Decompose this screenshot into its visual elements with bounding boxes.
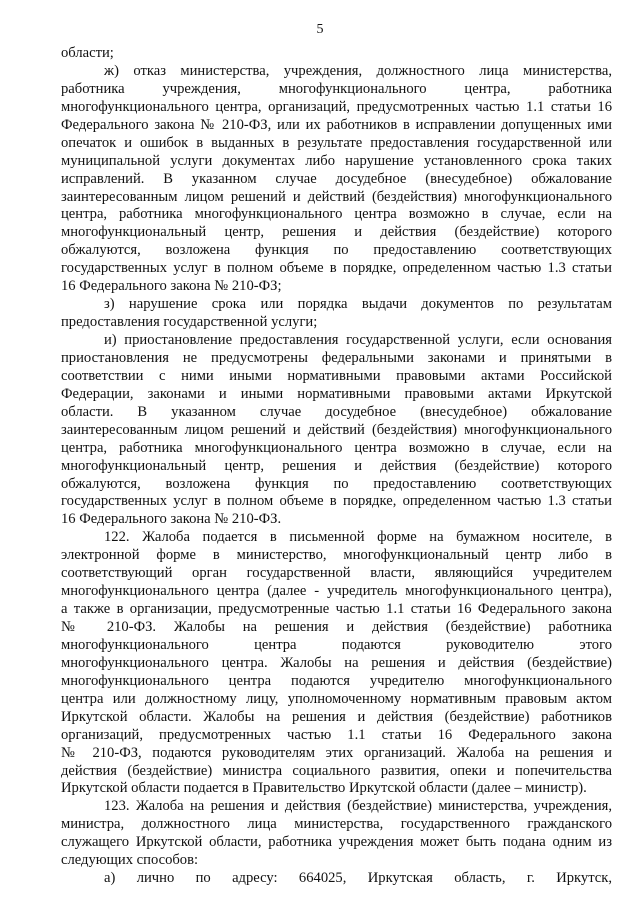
text-line: исправлений. В указанном случае досудебное (внесудебное) обжалование — [61, 170, 612, 187]
text-line: муниципальной услуги документах либо нарушение установленного срока таких — [61, 152, 612, 169]
text-line: а также в организации, предусмотренные частью 1.1 статьи 16 Федерального закона — [61, 601, 612, 618]
text-line: 122. Жалоба подается в письменной форме на бумажном носителе, в — [104, 529, 612, 546]
text-line: предоставления государственной услуги; — [61, 314, 318, 331]
text-line: заинтересованным лицом решений и действий (бездействия) многофункционального — [61, 188, 612, 205]
text-line: Иркутской области подается в Правительство Иркутской области (далее – министр). — [61, 780, 587, 797]
text-line: соответствующий орган государственной власти, являющийся учредителем — [61, 565, 612, 582]
text-line: центра, работника многофункционального центра возможно в случае, если на — [61, 206, 612, 223]
text-line: многофункционального центра подаются руководителю этого — [61, 636, 612, 653]
text-line: № 210-ФЗ, подаются руководителям этих организаций. Жалоба на решения и — [61, 744, 612, 761]
text-line: № 210-ФЗ. Жалобы на решения и действия (бездействие) работника — [61, 619, 612, 635]
text-line: государственных услуг в полном объеме в порядке, определенном частью 1.3 статьи — [61, 260, 612, 277]
text-line: многофункционального центра, организаций, предусмотренных частью 1.1 статьи 16 — [61, 98, 612, 115]
text-line: соответствии с ними иными нормативными правовыми актами Российской — [61, 367, 612, 384]
text-line: области; — [61, 45, 114, 61]
text-line: электронной форме в министерство, многофункциональный центр либо в — [61, 547, 612, 564]
text-line: 16 Федерального закона № 210-ФЗ; — [61, 278, 282, 295]
text-line: министра, должностного лица министерства, государственного гражданского — [61, 816, 612, 833]
text-line: следующих способов: — [61, 852, 199, 869]
page-number: 5 — [316, 22, 324, 37]
text-line: Федерации, законами и иными нормативными правовыми актами Иркутской — [61, 385, 612, 402]
text-line: центра, работника многофункционального центра возможно в случае, если на — [61, 439, 612, 456]
text-line: а) лично по адресу: 664025, Иркутская область, г. Иркутск, — [104, 870, 612, 887]
text-line: Федерального закона № 210-ФЗ, или их работников в исправлении допущенных ими — [61, 116, 612, 133]
text-line: приостановления не предусмотрены федеральными законами и принятыми в — [61, 349, 612, 366]
text-line: ж) отказ министерства, учреждения, должностного лица министерства, — [104, 62, 612, 79]
text-line: многофункционального центра (далее - учредитель многофункционального центра), — [61, 583, 612, 600]
text-line: обжалуются, возложена функция по предоставлению соответствующих — [61, 475, 612, 492]
text-line: работника учреждения, многофункционального центра, работника — [61, 80, 612, 97]
text-line: действия (бездействие) министра социального развития, опеки и попечительства — [61, 762, 612, 779]
text-line: 123. Жалоба на решения и действия (бездействие) министерства, учреждения, — [104, 798, 612, 815]
text-line: Иркутской области. Жалобы на решения и действия (бездействие) работников — [61, 708, 612, 725]
document-body-text — [61, 45, 612, 888]
text-line: обжалуются, возложена функция по предоставлению соответствующих — [61, 242, 612, 259]
text-line: многофункциональный центр, решения и действия (бездействие) которого — [61, 224, 612, 241]
text-line: центра или должностному лицу, уполномоченному нормативным правовым актом — [61, 690, 612, 707]
text-line: опечаток и ошибок в выданных в результате предоставления государственной или — [61, 134, 612, 151]
text-line: заинтересованным лицом решений и действий (бездействия) многофункционального — [61, 421, 612, 438]
text-line: служащего Иркутской области, работника учреждения может быть подана одним из — [61, 834, 612, 851]
text-line: области. В указанном случае досудебное (внесудебное) обжалование — [61, 403, 612, 420]
text-line: многофункциональный центр, решения и действия (бездействие) которого — [61, 457, 612, 474]
text-line: 16 Федерального закона № 210-ФЗ. — [61, 511, 282, 528]
text-line: з) нарушение срока или порядка выдачи документов по результатам — [104, 296, 612, 313]
text-line: многофункционального центра подаются учредителю многофункционального — [61, 672, 612, 689]
text-line: и) приостановление предоставления государственной услуги, если основания — [104, 332, 612, 348]
text-line: организаций, предусмотренных частью 1.1 статьи 16 Федерального закона — [61, 726, 612, 743]
text-line: государственных услуг в полном объеме в порядке, определенном частью 1.3 статьи — [61, 493, 612, 510]
text-line: многофункционального центра. Жалобы на решения и действия (бездействие) — [61, 654, 612, 671]
